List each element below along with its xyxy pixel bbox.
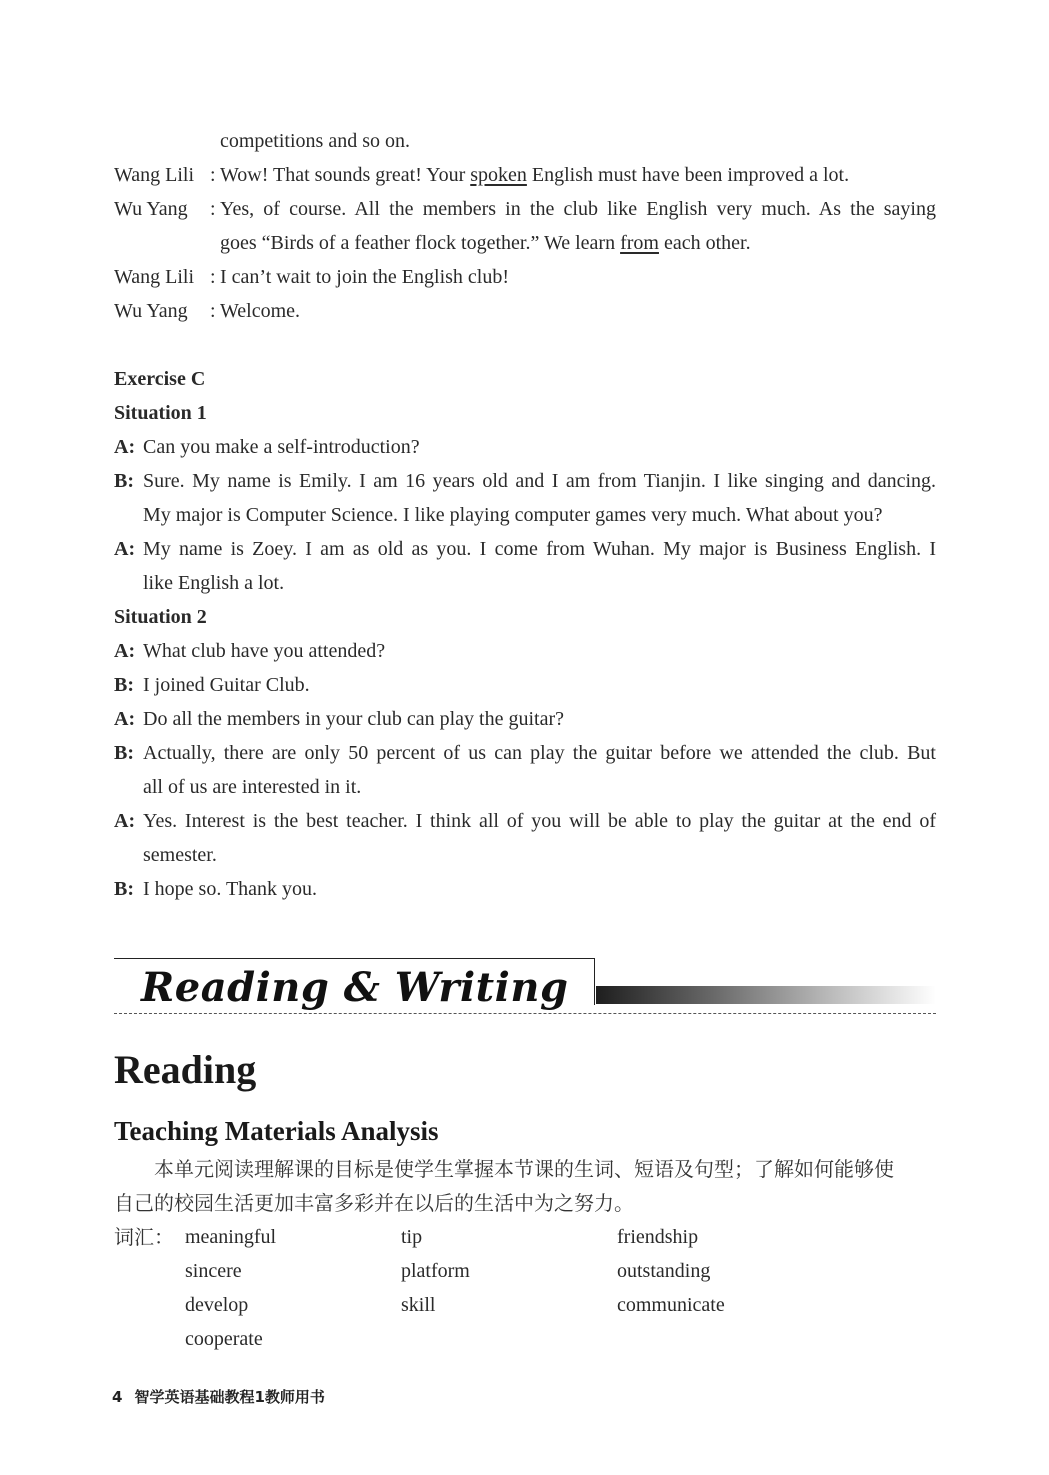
exercise-line <box>0 668 1049 702</box>
exercise-line <box>0 430 1049 464</box>
subsection-heading: Teaching Materials Analysis <box>114 1116 439 1146</box>
speaker-label: A: <box>114 810 136 832</box>
colon: : <box>210 266 216 288</box>
vocab-word: friendship <box>617 1226 699 1248</box>
book-title: 智学英语基础教程1教师用书 <box>134 1388 325 1406</box>
section-banner-gradient <box>596 986 936 1004</box>
speaker-name: Wu Yang <box>114 300 188 322</box>
section-banner-title: Reading & Writing <box>141 964 569 1011</box>
utterance: Wow! That sounds great! Your spoken English must have been improved a lot. <box>220 164 850 186</box>
dialogue-line: goes “Birds of a feather flock together.” We learn from each other. <box>220 232 751 254</box>
exercise-line <box>0 872 1049 906</box>
dialogue-turn <box>0 192 1049 226</box>
situation-title: Situation 2 <box>114 606 207 628</box>
speaker-label: B: <box>114 470 134 492</box>
vocab-word: develop <box>185 1294 249 1316</box>
exercise-line <box>0 464 1049 498</box>
exercise-line <box>0 804 1049 838</box>
page-number: 4 <box>112 1388 123 1406</box>
paragraph-line: 自己的校园生活更加丰富多彩并在以后的生活中为之努力。 <box>114 1191 634 1215</box>
utterance: I hope so. Thank you. <box>143 878 318 900</box>
speaker-label: A: <box>114 538 136 560</box>
colon: : <box>210 300 216 322</box>
dialogue-turn <box>0 158 1049 192</box>
dialogue-line: competitions and so on. <box>220 130 410 152</box>
exercise-line: like English a lot. <box>143 572 285 594</box>
utterance: Can you make a self-introduction? <box>143 436 420 458</box>
speaker-name: Wu Yang <box>114 198 188 220</box>
vocab-word: meaningful <box>185 1226 277 1248</box>
situation-title: Situation 1 <box>114 402 207 424</box>
utterance: My name is Zoey. I am as old as you. I come from Wuhan. My major is Business English. I <box>143 538 936 560</box>
underlined-word: from <box>620 232 659 254</box>
utterance: I joined Guitar Club. <box>143 674 310 696</box>
exercise-line <box>0 736 1049 770</box>
vocab-word: cooperate <box>185 1328 263 1350</box>
exercise-title: Exercise C <box>114 368 206 390</box>
colon: : <box>210 164 216 186</box>
vocab-word: communicate <box>617 1294 725 1316</box>
exercise-line: semester. <box>143 844 217 866</box>
speaker-label: A: <box>114 708 136 730</box>
speaker-label: A: <box>114 640 136 662</box>
vocab-word: outstanding <box>617 1260 711 1282</box>
vocab-word: skill <box>401 1294 436 1316</box>
dashed-divider <box>114 1013 936 1014</box>
dialogue-turn <box>0 260 1049 294</box>
section-heading: Reading <box>114 1047 257 1092</box>
utterance: I can’t wait to join the English club! <box>220 266 510 288</box>
speaker-label: B: <box>114 742 134 764</box>
utterance: Yes, of course. All the members in the club like English very much. As the saying <box>220 198 936 220</box>
speaker-label: A: <box>114 436 136 458</box>
speaker-name: Wang Lili <box>114 164 195 186</box>
speaker-name: Wang Lili <box>114 266 195 288</box>
dialogue-turn <box>0 294 1049 328</box>
paragraph-line: 本单元阅读理解课的目标是使学生掌握本节课的生词、短语及句型；了解如何能够使 <box>154 1157 894 1181</box>
utterance: Yes. Interest is the best teacher. I think all of you will be able to play the guitar at the end of <box>143 810 936 832</box>
vocab-label: 词汇： <box>114 1225 174 1249</box>
utterance: Welcome. <box>220 300 301 322</box>
speaker-label: B: <box>114 878 134 900</box>
utterance: Actually, there are only 50 percent of us can play the guitar before we attended the club. But <box>143 742 936 764</box>
vocab-word: sincere <box>185 1260 242 1282</box>
page-footer <box>112 1386 325 1408</box>
colon: : <box>210 198 216 220</box>
vocab-word: platform <box>401 1260 470 1282</box>
exercise-line: all of us are interested in it. <box>143 776 362 798</box>
exercise-line: My major is Computer Science. I like playing computer games very much. What about you? <box>143 504 883 526</box>
exercise-line <box>0 702 1049 736</box>
exercise-line <box>0 532 1049 566</box>
speaker-label: B: <box>114 674 134 696</box>
utterance: Do all the members in your club can play the guitar? <box>143 708 564 730</box>
utterance: Sure. My name is Emily. I am 16 years old and I am from Tianjin. I like singing and dancing. <box>143 470 936 492</box>
exercise-line <box>0 634 1049 668</box>
underlined-word: spoken <box>470 164 527 186</box>
utterance: What club have you attended? <box>143 640 386 662</box>
vocab-word: tip <box>401 1226 423 1248</box>
